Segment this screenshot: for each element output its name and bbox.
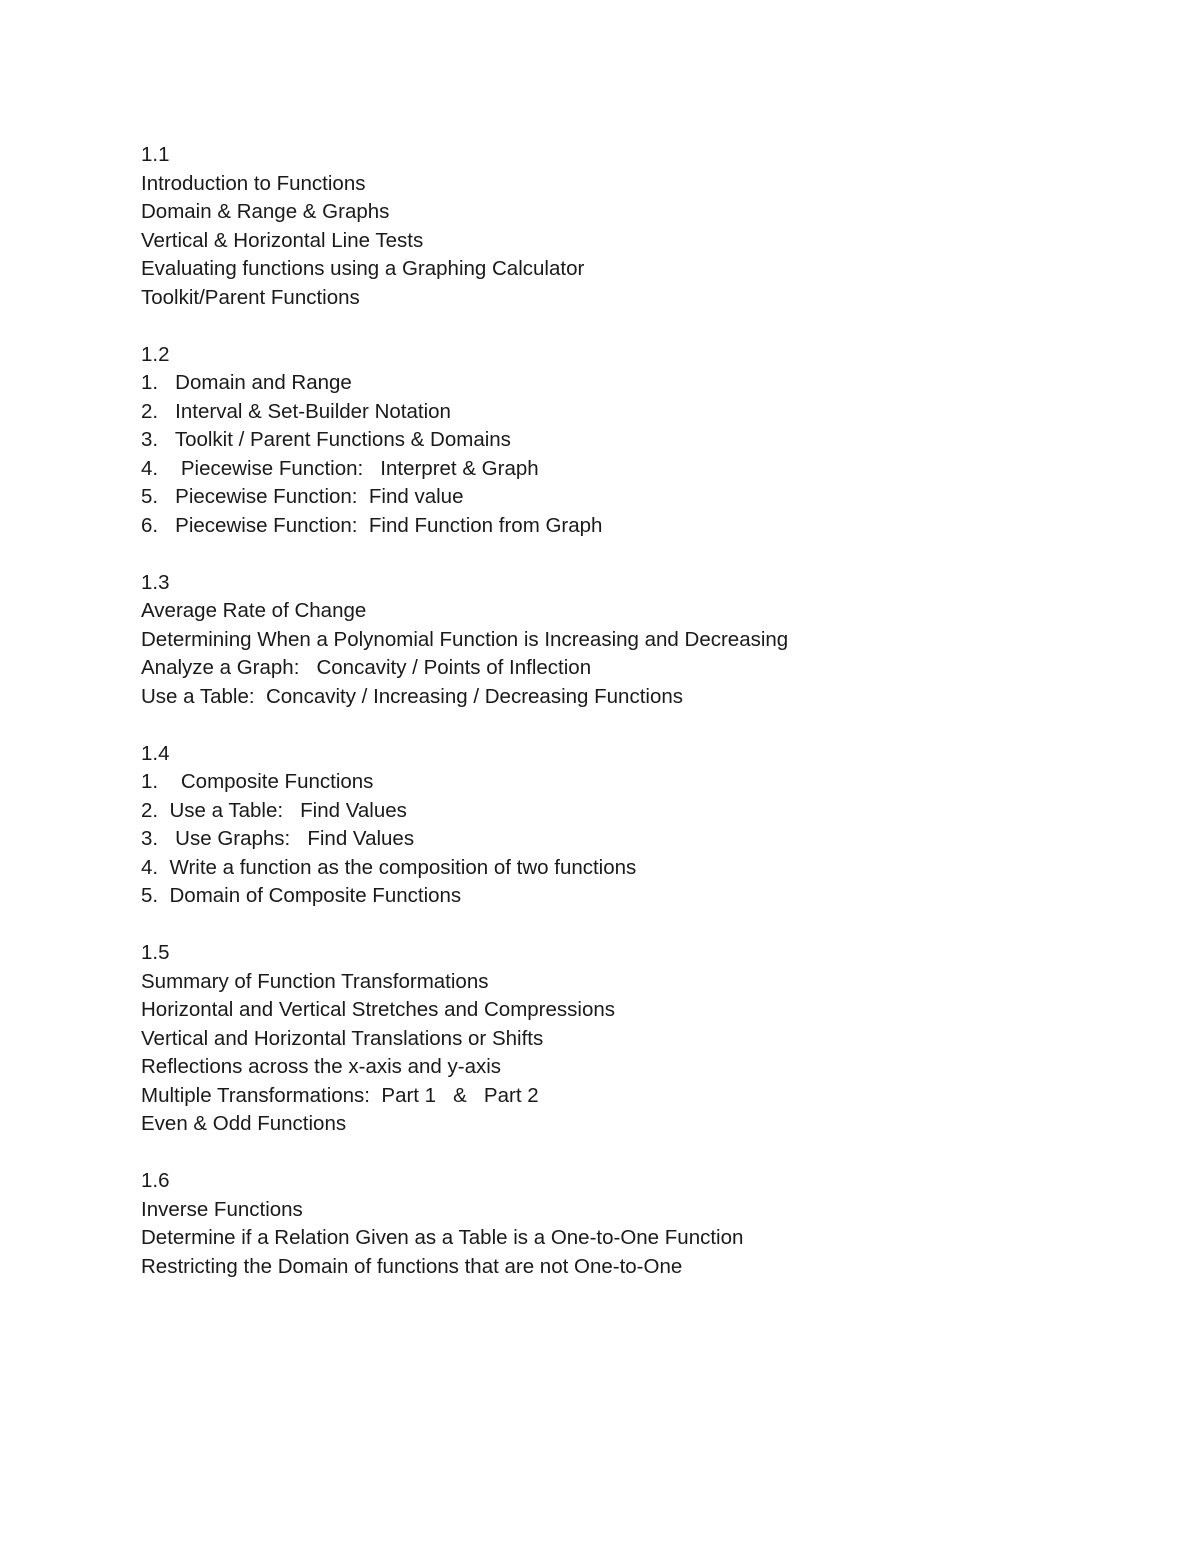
section-heading: 1.6 <box>141 1169 170 1192</box>
topic-line: Analyze a Graph: Concavity / Points of Inflection <box>141 656 592 679</box>
numbered-topic-line: 4. Write a function as the composition of two functions <box>141 855 637 879</box>
numbered-topic-line: 5. Domain of Composite Functions <box>141 884 462 907</box>
section-1-2 <box>141 341 1141 541</box>
numbered-topic-line: 3. Toolkit / Parent Functions & Domains <box>141 428 511 451</box>
topic-line: Reflections across the x-axis and y-axis <box>141 1055 502 1078</box>
section-1-6 <box>141 1167 1141 1281</box>
topic-line: Inverse Functions <box>141 1197 303 1221</box>
numbered-topic-line: 3. Use Graphs: Find Values <box>141 827 415 850</box>
topic-line: Introduction to Functions <box>141 171 366 195</box>
topic-line: Evaluating functions using a Graphing Calculator <box>141 257 585 280</box>
section-heading: 1.2 <box>141 342 170 366</box>
topic-line: Determine if a Relation Given as a Table is a One-to-One Function <box>141 1226 744 1249</box>
section-heading: 1.5 <box>141 941 170 964</box>
topic-line: Average Rate of Change <box>141 599 367 622</box>
topic-line: Multiple Transformations: Part 1 & Part 2 <box>141 1083 539 1107</box>
numbered-topic-line: 1. Domain and Range <box>141 371 352 394</box>
numbered-topic-line: 2. Interval & Set-Builder Notation <box>141 399 451 423</box>
numbered-topic-line: 2. Use a Table: Find Values <box>141 798 407 822</box>
topic-line: Summary of Function Transformations <box>141 969 489 993</box>
numbered-topic-line: 4. Piecewise Function: Interpret & Graph <box>141 456 539 480</box>
topic-line: Domain & Range & Graphs <box>141 200 390 223</box>
numbered-topic-line: 6. Piecewise Function: Find Function from Graph <box>141 513 603 537</box>
topic-line: Horizontal and Vertical Stretches and Compressions <box>141 998 616 1021</box>
section-heading: 1.1 <box>141 143 170 166</box>
topic-line: Use a Table: Concavity / Increasing / Decreasing Functions <box>141 684 683 708</box>
document-page <box>141 141 1141 1310</box>
section-1-4 <box>141 740 1141 911</box>
topic-line: Toolkit/Parent Functions <box>141 285 360 309</box>
topic-line: Vertical & Horizontal Line Tests <box>141 228 424 252</box>
section-heading: 1.4 <box>141 741 170 765</box>
numbered-topic-line: 5. Piecewise Function: Find value <box>141 485 464 508</box>
topic-line: Even & Odd Functions <box>141 1112 347 1135</box>
topic-line: Restricting the Domain of functions that are not One-to-One <box>141 1254 683 1278</box>
topic-line: Determining When a Polynomial Function is Increasing and Decreasing <box>141 627 789 651</box>
section-1-5 <box>141 939 1141 1139</box>
section-heading: 1.3 <box>141 570 170 594</box>
section-1-1 <box>141 141 1141 312</box>
topic-line: Vertical and Horizontal Translations or Shifts <box>141 1026 544 1050</box>
numbered-topic-line: 1. Composite Functions <box>141 770 374 793</box>
section-1-3 <box>141 569 1141 712</box>
